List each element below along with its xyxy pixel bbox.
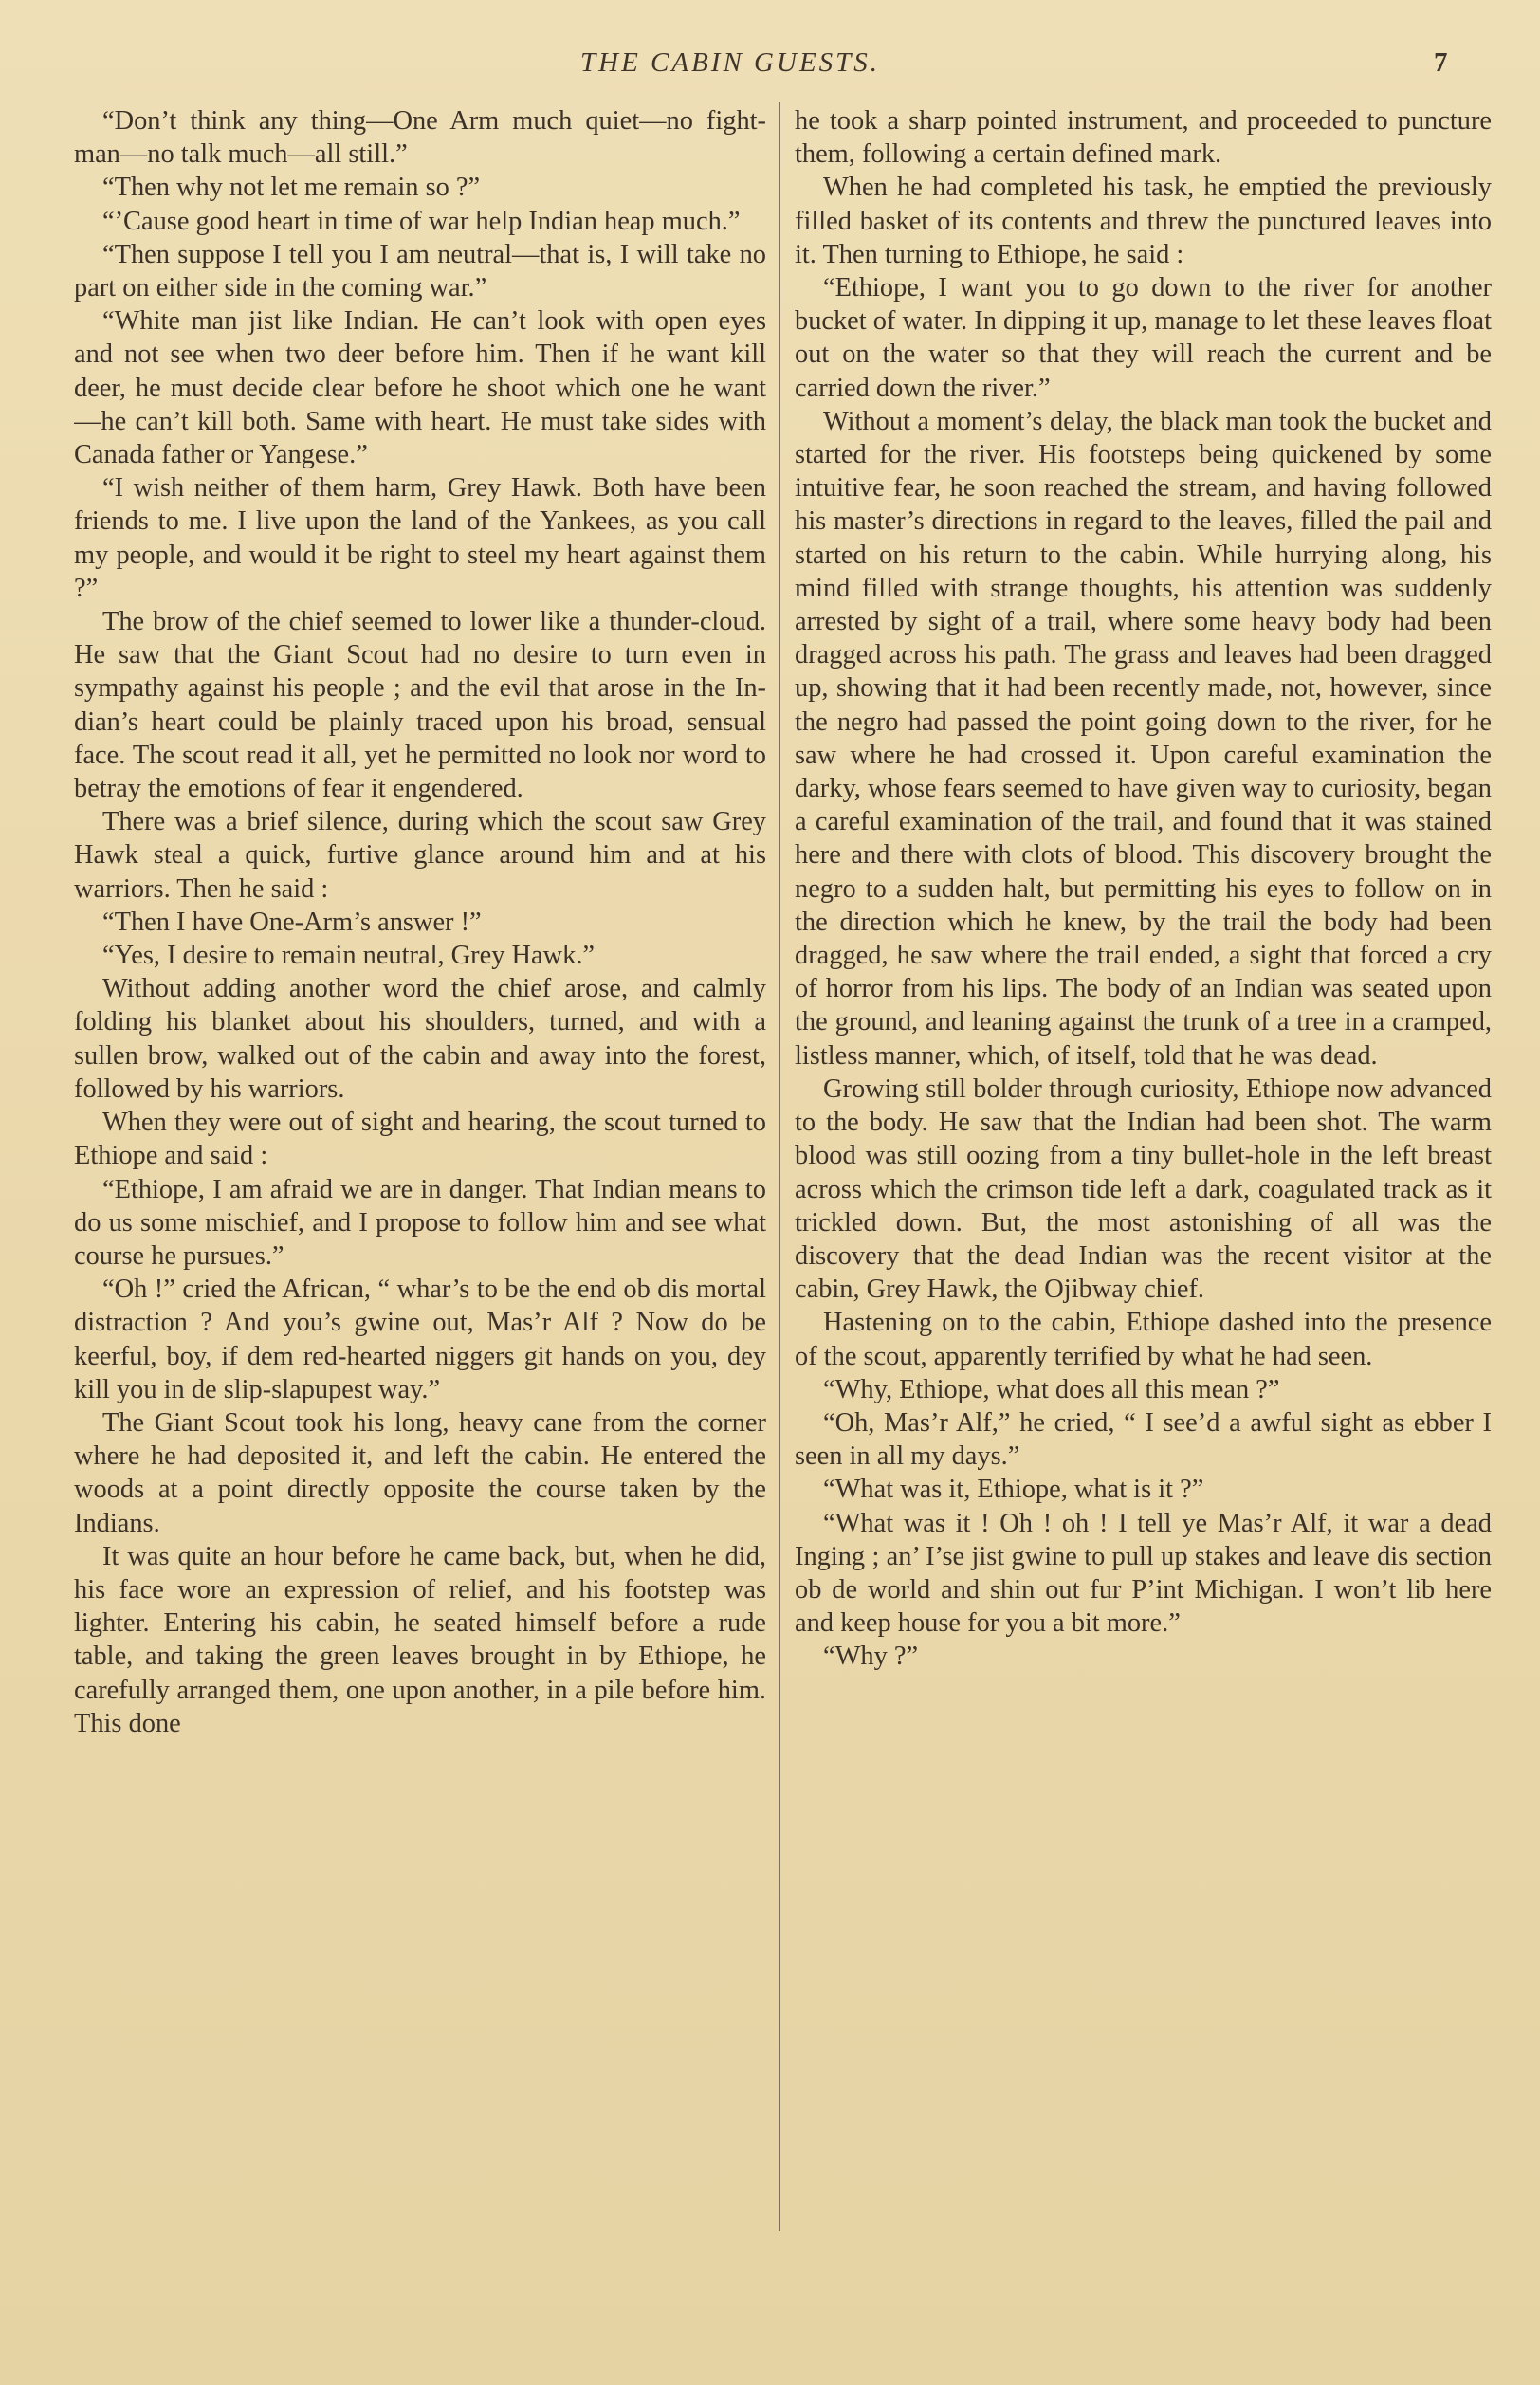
paragraph: It was quite an hour before he came back, but, when he did, his face wore an expression of relief, and his footstep was lighter. Entering his cabin, he seated himself before a rude table, and taking the green leaves brought in by Ethiope, he carefully arranged them, one upon another, in a pile before him. This done: [74, 1541, 766, 1738]
paragraph: Hastening on to the cabin, Ethiope dashed into the presence of the scout, apparently terrified by what he had seen.: [795, 1308, 1492, 1371]
paragraph: “Then I have One-Arm’s answer !”: [102, 907, 482, 937]
paragraph: When they were out of sight and hearing, the scout turned to Ethiope and said :: [74, 1108, 766, 1171]
paragraph: “Yes, I desire to remain neutral, Grey Hawk.”: [102, 941, 596, 971]
paragraph: “White man jist like Indian. He can’t look with open eyes and not see when two deer before him. Then if he want kill deer, he must decide clear before he shoot which one he want —he can’t kill both. Same with heart. He must take sides with Canada father or Yangese.”: [74, 306, 766, 470]
paragraph: “Oh, Mas’r Alf,” he cried, “ I see’d a awful sight as ebber I seen in all my days.”: [795, 1407, 1492, 1472]
paragraph: The Giant Scout took his long, heavy cane from the corner where he had deposited it, and left the cabin. He entered the woods at a point directly opposite the course taken by the Indians.: [74, 1407, 766, 1538]
paragraph: “Why ?”: [823, 1642, 919, 1672]
paragraph: “Don’t think any thing—One Arm much quiet—no fight-man—no talk much—all still.”: [74, 106, 766, 170]
paragraph: Without a moment’s delay, the black man took the bucket and started for the river. His footsteps being quickened by some intuitive fear, he soon reached the stream, and having followed his master’s directions in regard to the leaves, filled the pail and started on his return to the cabin. While hurrying along, his mind filled with strange thoughts, his attention was suddenly arrested by sight of a trail, where some heavy body had been dragged across his path. The grass and leaves had been dragged up, showing that it had been recently made, not, however, since the negro had passed the point going down to the river, for he saw where he had crossed it. Upon careful examination the darky, whose fears seemed to have given way to curiosity, began a careful examination of the trail, and found that it was stained here and there with clots of blood. This discovery brought the negro to a sudden halt, but permitting his eyes to follow on in the direction which he knew, by the trail the body had been dragged, he saw where the trail ended, a sight that forced a cry of horror from his lips. The body of an Indian was seated upon the ground, and leaning against the trunk of a tree in a cramped, listless manner, which, of itself, told that he was dead.: [795, 406, 1492, 1071]
paragraph: “Then suppose I tell you I am neutral—that is, I will take no part on either side in the coming war.”: [74, 239, 766, 303]
paragraph: “Ethiope, I am afraid we are in danger. That Indian means to do us some mischief, and I propose to follow him and see what course he pursues.”: [74, 1174, 766, 1271]
column-divider: [779, 102, 780, 2231]
page-number: 7: [1434, 47, 1448, 78]
page-header: [0, 47, 1540, 89]
paragraph: “What was it ! Oh ! oh ! I tell ye Mas’r Alf, it war a dead Inging ; an’ I’se jist gwine to pull up stakes and leave dis section ob de world and shin out fur P’int Michigan. I won’t lib here and keep house for you a bit more.”: [795, 1508, 1492, 1639]
paragraph: “What was it, Ethiope, what is it ?”: [823, 1475, 1204, 1505]
paragraph: “I wish neither of them harm, Grey Hawk. Both have been friends to me. I live upon the land of the Yankees, as you call my people, and would it be right to steel my heart against them ?”: [74, 473, 766, 603]
paragraph-continued: he took a sharp pointed instrument, and proceeded to puncture them, following a certain defined mark.: [795, 106, 1492, 170]
paragraph: Without adding another word the chief arose, and calmly folding his blanket about his shoulders, turned, and with a sullen brow, walked out of the cabin and away into the forest, followed by his warriors.: [74, 974, 766, 1104]
paragraph: Growing still bolder through curiosity, Ethiope now advanced to the body. He saw that the Indian had been shot. The warm blood was still oozing from a tiny bullet-hole in the left breast across which the crimson tide left a dark, coagulated track as it trickled down. But, the most astonishing of all was the discovery that the dead Indian was the recent visitor at the cabin, Grey Hawk, the Ojibway chief.: [795, 1073, 1492, 1305]
paragraph: “Why, Ethiope, what does all this mean ?”: [823, 1374, 1280, 1404]
paragraph: The brow of the chief seemed to lower like a thunder-cloud. He saw that the Giant Scout had no desire to turn even in sympathy against his people ; and the evil that arose in the Indian’s heart could be plainly traced upon his broad, sensual face. The scout read it all, yet he permitted no look nor word to betray the emotions of fear it engendered.: [74, 607, 766, 804]
paragraph: When he had completed his task, he emptied the previously filled basket of its contents and threw the punctured leaves into it. Then turning to Ethiope, he said :: [795, 173, 1492, 269]
right-column: [795, 104, 1492, 2233]
paragraph: “’Cause good heart in time of war help Indian heap much.”: [102, 206, 741, 236]
paragraph: There was a brief silence, during which the scout saw Grey Hawk steal a quick, furtive glance around him and at his warriors. Then he said :: [74, 807, 766, 904]
paragraph: “Ethiope, I want you to go down to the river for another bucket of water. In dipping it up, manage to let these leaves float out on the water so that they will reach the current and be carried down the river.”: [795, 273, 1492, 403]
running-head-title: THE CABIN GUESTS.: [580, 47, 881, 78]
left-column: [74, 104, 766, 2233]
paragraph: “Oh !” cried the African, “ whar’s to be the end ob dis mortal distraction ? And you’s gwine out, Mas’r Alf ? Now do be keerful, boy, if dem red-hearted niggers git hands on you, dey kill you in de slip-slapupest way.”: [74, 1275, 766, 1404]
paragraph: “Then why not let me remain so ?”: [102, 173, 481, 203]
